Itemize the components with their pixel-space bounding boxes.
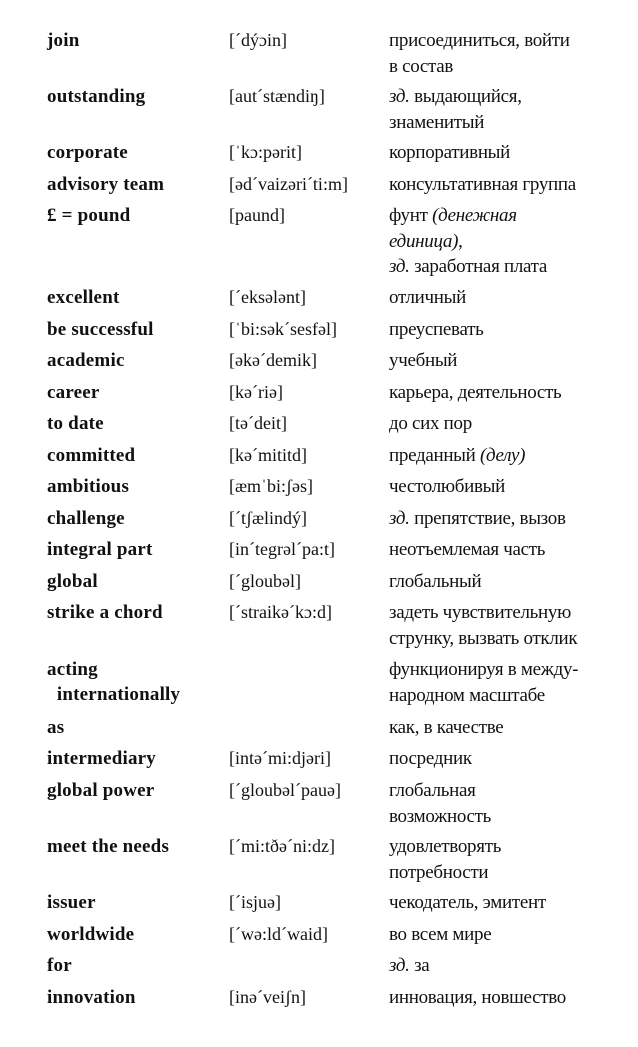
entry-translation [389,537,635,563]
entry-term: as [47,717,65,738]
translation-line [389,203,635,229]
entry-pronunciation: [´isjuə] [229,892,281,912]
entry-pronunciation: [tə´deit] [229,413,287,433]
translation-line [389,506,635,532]
translation-segment: потребности [389,861,489,883]
entry-translation [389,84,635,135]
translation-italic-segment: зд. [389,508,410,529]
entry-term: integral part [47,539,153,560]
translation-line [389,229,635,255]
translation-segment: знаменитый [389,111,485,133]
entry-translation [389,443,635,469]
translation-segment: преданный [389,445,480,466]
translation-segment: за [409,955,430,976]
translation-segment: неотъемлемая часть [389,539,546,560]
translation-segment: в состав [389,55,454,77]
translation-segment: функционируя в между- [389,659,579,680]
translation-line [389,172,635,198]
entry-term: be successful [47,319,154,340]
translation-segment: заработная плата [409,256,548,277]
translation-line [389,569,635,595]
entry-translation [389,506,635,532]
translation-line [389,953,635,979]
entry-term: career [47,382,100,403]
translation-line [389,657,635,683]
translation-segment: возможность [389,805,491,827]
entry-pronunciation: [ˈbi:sək´sesfəl] [229,319,337,339]
translation-italic-segment: (делу) [479,445,526,466]
translation-segment: консультативная группа [389,174,576,195]
translation-line [389,254,635,280]
entry-translation [389,922,635,948]
entry-translation [389,285,635,311]
translation-italic-segment: (денежная [432,205,517,226]
entry-term: excellent [47,287,120,308]
entry-pronunciation: [aut´stændiŋ] [229,86,325,106]
entry-pronunciation: [´straikə´kɔ:d] [229,602,332,622]
translation-line [389,537,635,563]
translation-line [389,860,635,886]
entry-term: worldwide [47,924,135,945]
translation-line [389,380,635,406]
entry-translation [389,140,635,166]
translation-line [389,140,635,166]
translation-line [389,285,635,311]
entry-pronunciation: [´mi:tðə´ni:dz] [229,836,335,856]
translation-line [389,110,635,136]
translation-line [389,54,635,80]
entry-translation [389,317,635,343]
translation-line [389,778,635,804]
entry-translation [389,834,635,885]
entry-term: innovation [47,987,136,1008]
entry-term: acting internationally [47,659,181,705]
entry-translation [389,172,635,198]
entry-pronunciation: [əkə´demik] [229,350,317,370]
entry-pronunciation: [´tʃælindý] [229,508,307,528]
translation-line [389,84,635,110]
entry-translation [389,203,635,280]
translation-segment: , [458,230,463,252]
entry-pronunciation: [paund] [229,205,285,225]
translation-segment: инновация, новшество [389,987,566,1008]
entry-term: for [47,955,72,976]
translation-line [389,600,635,626]
translation-line [389,348,635,374]
translation-italic-segment: зд. [389,256,410,277]
translation-segment: фунт [389,205,433,226]
translation-italic-segment: единица) [389,230,459,252]
entry-translation [389,953,635,979]
entry-term: global [47,571,98,592]
translation-line [389,28,635,54]
translation-segment: глобальный [389,571,482,592]
translation-segment: корпоративный [389,142,511,163]
entry-translation [389,569,635,595]
entry-term: challenge [47,508,125,529]
entry-term: to date [47,413,104,434]
entry-translation [389,474,635,500]
translation-segment: препятствие, вызов [409,508,566,529]
entry-translation [389,715,635,741]
translation-segment: присоединиться, войти [389,30,570,51]
translation-segment: как, в качестве [389,717,504,738]
entry-pronunciation: [kə´mititd] [229,445,307,465]
translation-line [389,626,635,652]
translation-line [389,746,635,772]
entry-term: meet the needs [47,836,170,857]
entry-term: ambitious [47,476,130,497]
translation-segment: задеть чувствительную [389,602,571,623]
entry-term: corporate [47,142,128,163]
translation-line [389,411,635,437]
entry-pronunciation: [æmˈbi:ʃəs] [229,476,313,496]
translation-line [389,443,635,469]
translation-line [389,985,635,1011]
translation-segment: отличный [389,287,466,308]
translation-segment: глобальная [389,780,476,801]
translation-segment: учебный [389,350,458,371]
entry-translation [389,28,635,79]
entry-term: join [47,30,80,51]
entry-term: £ = pound [47,205,131,226]
entry-term: global power [47,780,155,801]
entry-term: advisory team [47,174,165,195]
entry-pronunciation: [´eksələnt] [229,287,306,307]
entry-term: committed [47,445,136,466]
entry-term: issuer [47,892,96,913]
translation-segment: до сих пор [389,413,472,434]
entry-pronunciation: [kə´riə] [229,382,283,402]
entry-term: outstanding [47,86,146,107]
entry-pronunciation: [in´tegrəl´pa:t] [229,539,335,559]
entry-translation [389,778,635,829]
entry-pronunciation: [´dýɔin] [229,30,287,50]
translation-line [389,890,635,916]
translation-segment: народном масштабе [389,684,545,706]
translation-segment: выдающийся, [409,86,522,107]
translation-segment: струнку, вызвать отклик [389,627,578,649]
entry-pronunciation: [´gloubəl] [229,571,301,591]
entry-translation [389,890,635,916]
translation-segment: посредник [389,748,472,769]
translation-line [389,317,635,343]
entry-translation [389,348,635,374]
translation-line [389,474,635,500]
entry-translation [389,985,635,1011]
translation-segment: преуспевать [389,319,484,340]
entry-translation [389,411,635,437]
translation-segment: честолюбивый [389,476,506,497]
entry-translation [389,380,635,406]
translation-line [389,683,635,709]
translation-segment: во всем мире [389,924,492,945]
translation-line [389,715,635,741]
entry-translation [389,657,635,708]
entry-pronunciation: [´gloubəl´pauə] [229,780,341,800]
entry-pronunciation: [´wə:ld´waid] [229,924,328,944]
translation-segment: карьера, деятельность [389,382,562,403]
translation-line [389,834,635,860]
translation-line [389,804,635,830]
entry-translation [389,600,635,651]
entry-pronunciation: [intə´mi:djəri] [229,748,331,768]
entry-pronunciation: [inə´veiʃn] [229,987,306,1007]
translation-segment: чекодатель, эмитент [389,892,546,913]
entry-term: intermediary [47,748,156,769]
entry-pronunciation: [əd´vaizəri´ti:m] [229,174,348,194]
translation-italic-segment: зд. [389,955,410,976]
entry-pronunciation: [ˈkɔ:pərit] [229,142,302,162]
entry-term: academic [47,350,125,371]
entry-term: strike a chord [47,602,163,623]
translation-segment: удовлетворять [389,836,502,857]
translation-line [389,922,635,948]
translation-italic-segment: зд. [389,86,410,107]
entry-translation [389,746,635,772]
